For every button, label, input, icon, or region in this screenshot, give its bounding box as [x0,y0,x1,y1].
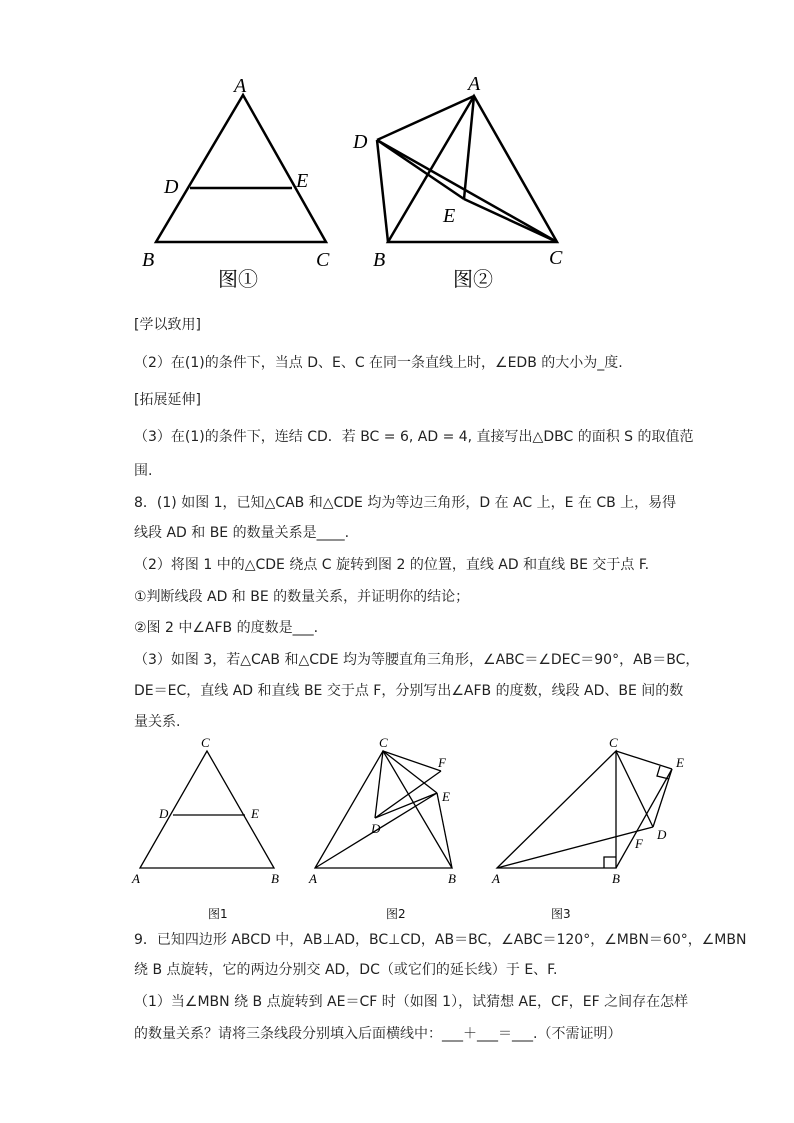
question-line: （3）在(1)的条件下，连结 CD．若 BC = 6, AD = 4, 直接写出△DBC 的面积 S 的取值范 [134,429,694,445]
svg-text:F: F [635,836,643,851]
svg-text:A: A [132,871,140,886]
question-line: DE＝EC，直线 AD 和直线 BE 交于点 F，分别写出∠AFB 的度数，线段 AD、BE 间的数 [134,683,684,699]
figure-2-bottom [305,735,470,890]
question-line: 的数量关系？请将三条线段分别填入后面横线中：___＋___＝___.（不需证明） [134,1026,622,1042]
figure-caption: 图1 [208,907,228,921]
svg-text:E: E [251,806,259,821]
svg-text:F: F [438,755,446,770]
svg-text:E: E [442,789,450,804]
figure-caption: 图3 [551,907,571,921]
svg-text:D: D [657,827,667,842]
question-line: （1）当∠MBN 绕 B 点旋转到 AE＝CF 时（如图 1），试猜想 AE，CF，EF 之间存在怎样 [134,994,689,1010]
label-c: C [316,249,330,271]
svg-text:B: B [612,871,620,886]
svg-text:B: B [448,871,456,886]
question-line: 量关系. [134,714,181,730]
figure-1-top [130,70,350,300]
question-line: （2）将图 1 中的△CDE 绕点 C 旋转到图 2 的位置，直线 AD 和直线 BE 交于点 F. [134,557,650,573]
question-line: 线段 AD 和 BE 的数量关系是____. [134,525,350,541]
svg-text:C: C [201,735,210,750]
label-c: C [549,247,563,269]
svg-text:A: A [309,871,317,886]
question-line: 绕 B 点旋转，它的两边分别交 AD，DC（或它们的延长线）于 E、F. [134,962,558,978]
figure-3-bottom [485,735,700,890]
label-b: B [373,249,386,271]
svg-text:D: D [371,821,381,836]
svg-text:A: A [492,871,500,886]
label-a: A [468,73,481,95]
section-heading: [拓展延伸] [134,392,201,408]
label-a: A [234,75,247,97]
section-heading: [学以致用] [134,317,201,333]
question-line: 围. [134,463,153,479]
label-e: E [296,170,309,192]
svg-text:D: D [159,806,169,821]
question-line: ②图 2 中∠AFB 的度数是___. [134,620,319,636]
figure-caption: 图① [218,269,258,291]
svg-text:B: B [271,871,279,886]
svg-text:C: C [379,735,388,750]
svg-text:E: E [676,755,684,770]
label-b: B [142,249,155,271]
question-line: 9．已知四边形 ABCD 中，AB⊥AD，BC⊥CD，AB＝BC，∠ABC＝120°，∠MBN＝60°，∠MBN [134,932,747,948]
triangle-abc [156,95,326,242]
label-d: D [353,131,368,153]
figure-caption: 图② [453,269,493,291]
figure-caption: 图2 [386,907,406,921]
figure-2-top [345,70,585,300]
label-d: D [164,176,179,198]
label-e: E [443,205,456,227]
svg-text:C: C [609,735,618,750]
question-line: （3）如图 3，若△CAB 和△CDE 均为等腰直角三角形，∠ABC＝∠DEC＝90°，AB＝BC， [134,652,700,668]
question-line: 8．(1) 如图 1，已知△CAB 和△CDE 均为等边三角形，D 在 AC 上，E 在 CB 上，易得 [134,495,677,511]
question-line: ①判断线段 AD 和 BE 的数量关系，并证明你的结论； [134,589,470,605]
figure-1-bottom [130,735,290,890]
question-line: （2）在(1)的条件下，当点 D、E、C 在同一条直线上时，∠EDB 的大小为_度. [134,355,623,371]
